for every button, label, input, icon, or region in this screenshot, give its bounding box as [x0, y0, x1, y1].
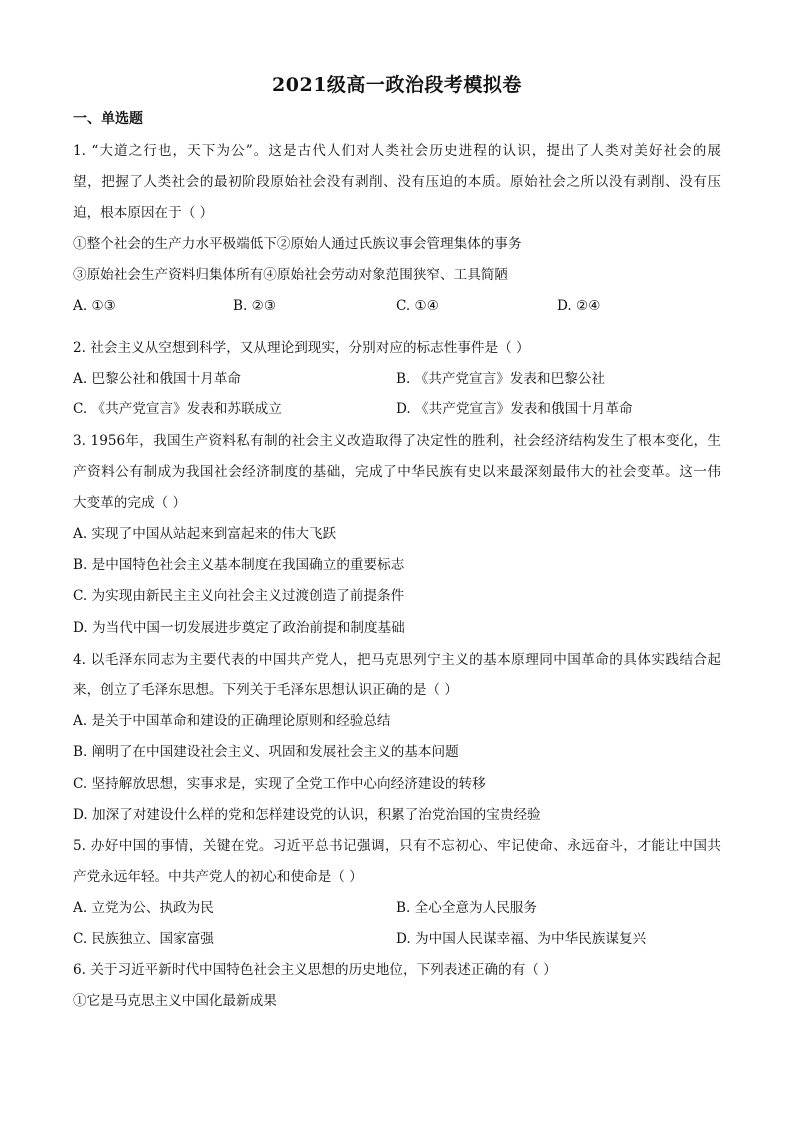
q1-stem-line-1: 1. “大道之行也，天下为公”。这是古代人们对人类社会历史进程的认识，提出了人类对美好社会的展 [73, 143, 721, 159]
q3-stem-line-2: 产资料公有制成为我国社会经济制度的基础，完成了中华民族有史以来最深刻最伟大的社会变革。这一伟 [73, 464, 721, 480]
q2-option-d: D. 《共产党宣言》发表和俄国十月革命 [396, 401, 633, 417]
q5-stem-line-2: 产党永远年轻。中共产党人的初心和使命是（ ） [73, 869, 363, 885]
q1-option-a: A. ①③ [73, 298, 116, 314]
q2-option-b: B. 《共产党宣言》发表和巴黎公社 [396, 371, 605, 387]
q4-option-c: C. 坚持解放思想，实事求是，实现了全党工作中心向经济建设的转移 [73, 776, 486, 792]
q2-option-c: C. 《共产党宣言》发表和苏联成立 [73, 401, 282, 417]
q2-option-a: A. 巴黎公社和俄国十月革命 [73, 371, 241, 387]
q3-option-b: B. 是中国特色社会主义基本制度在我国确立的重要标志 [73, 557, 405, 573]
section-heading: 一、单选题 [73, 111, 143, 127]
q5-option-b: B. 全心全意为人民服务 [396, 900, 537, 916]
q1-statement-1: ①整个社会的生产力水平极端低下②原始人通过氏族议事会管理集体的事务 [73, 236, 522, 252]
q1-option-b: B. ②③ [233, 298, 277, 314]
q3-option-c: C. 为实现由新民主主义向社会主义过渡创造了前提条件 [73, 588, 405, 604]
q4-option-b: B. 阐明了在中国建设社会主义、巩固和发展社会主义的基本问题 [73, 744, 459, 760]
q1-option-d: D. ②④ [557, 298, 601, 314]
q5-option-c: C. 民族独立、国家富强 [73, 931, 214, 947]
q5-stem-line-1: 5. 办好中国的事情，关键在党。习近平总书记强调，只有不忘初心、牢记使命、永远奋斗，才能让中国共 [73, 838, 721, 854]
q5-option-a: A. 立党为公、执政为民 [73, 900, 214, 916]
q3-option-d: D. 为当代中国一切发展进步奠定了政治前提和制度基础 [73, 620, 405, 636]
q4-option-a: A. 是关于中国革命和建设的正确理论原则和经验总结 [73, 713, 391, 729]
q4-option-d: D. 加深了对建设什么样的党和怎样建设党的认识，积累了治党治国的宝贵经验 [73, 807, 541, 823]
q3-stem-line-1: 3. 1956年，我国生产资料私有制的社会主义改造取得了决定性的胜利，社会经济结构发生了根本变化，生 [73, 433, 721, 449]
q5-option-d: D. 为中国人民谋幸福、为中华民族谋复兴 [396, 931, 647, 947]
q1-option-c: C. ①④ [396, 298, 439, 314]
page-title: 2021级高一政治段考模拟卷 [272, 74, 522, 96]
q1-stem-line-3: 迫，根本原因在于（ ） [73, 205, 214, 221]
q2-stem-line-1: 2. 社会主义从空想到科学，又从理论到现实，分别对应的标志性事件是（ ） [73, 340, 530, 356]
q3-stem-line-3: 大变革的完成（ ） [73, 495, 187, 511]
q4-stem-line-2: 来，创立了毛泽东思想。下列关于毛泽东思想认识正确的是（ ） [73, 682, 458, 698]
q6-stem-line-1: 6. 关于习近平新时代中国特色社会主义思想的历史地位，下列表述正确的有（ ） [73, 962, 557, 978]
q6-statement-1: ①它是马克思主义中国化最新成果 [73, 993, 277, 1009]
q1-stem-line-2: 望，把握了人类社会的最初阶段原始社会没有剥削、没有压迫的本质。原始社会之所以没有剥削、没有压 [73, 174, 721, 190]
q3-option-a: A. 实现了中国从站起来到富起来的伟大飞跃 [73, 526, 337, 542]
q1-statement-2: ③原始社会生产资料归集体所有④原始社会劳动对象范围狭窄、工具简陋 [73, 267, 508, 283]
q4-stem-line-1: 4. 以毛泽东同志为主要代表的中国共产党人，把马克思列宁主义的基本原理同中国革命的具体实践结合起 [73, 652, 721, 668]
